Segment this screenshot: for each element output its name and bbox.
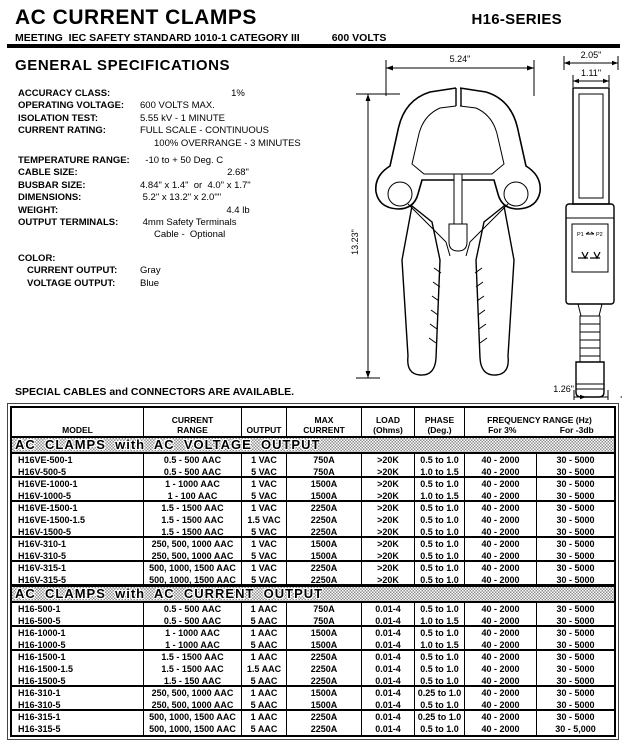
current-range-cell: 1.5 - 1500 AAC xyxy=(144,502,242,514)
model-cell: H16VE-500-1 xyxy=(12,454,144,466)
max-current-cell: 2250A xyxy=(287,514,362,526)
phase-cell: 0.5 to 1.0 xyxy=(415,663,465,675)
phase-cell: 1.0 to 1.5 xyxy=(415,490,465,500)
max-current-cell: 1500A xyxy=(287,478,362,490)
spec-row xyxy=(18,265,336,277)
spec-label xyxy=(18,138,140,150)
current-range-cell: 250, 500, 1000 AAC xyxy=(144,550,242,560)
freq-3db-cell: 30 - 5000 xyxy=(556,479,595,489)
current-range-cell: 0.5 - 500 AAC xyxy=(144,603,242,615)
freq-3pct-cell: 40 - 2000 xyxy=(465,538,537,550)
output-cell: 5 AAC xyxy=(242,615,287,625)
current-range-cell: 1 - 100 AAC xyxy=(144,490,242,500)
model-cell: H16-310-1 xyxy=(12,687,144,699)
freq-3pct-cell: 40 - 2000 xyxy=(465,723,537,735)
spec-value: Gray xyxy=(140,265,161,277)
max-current-cell: 1500A xyxy=(287,699,362,709)
load-cell: >20K xyxy=(362,490,415,500)
model-cell: H16V-1500-5 xyxy=(12,526,144,536)
load-cell: 0.01-4 xyxy=(362,699,415,709)
load-cell: 0.01-4 xyxy=(362,723,415,735)
output-cell: 5 AAC xyxy=(242,675,287,685)
spec-row-continued xyxy=(18,138,336,150)
model-cell: H16V-315-5 xyxy=(12,574,144,584)
spec-value: 2.68" xyxy=(227,167,249,179)
phase-cell: 0.5 to 1.0 xyxy=(415,699,465,709)
table-row xyxy=(12,502,614,514)
freq-3db-cell: 30 - 5000 xyxy=(556,640,595,649)
load-cell: >20K xyxy=(362,502,415,514)
freq-3pct-cell: 40 - 2000 xyxy=(465,699,537,709)
freq-3db-cell: 30 - 5000 xyxy=(556,712,595,722)
spec-row xyxy=(18,88,336,100)
spec-row xyxy=(18,125,336,137)
dim-side-inner-label: 1.11" xyxy=(580,68,602,78)
phase-cell: 0.5 to 1.0 xyxy=(415,651,465,663)
table-row xyxy=(12,478,614,490)
col-header-phase: PHASE (Deg.) xyxy=(415,408,465,436)
plate-p2-label: P2 xyxy=(596,232,603,238)
spec-value: 4mm Safety Terminals xyxy=(140,217,237,229)
phase-cell: 0.25 to 1.0 xyxy=(415,687,465,699)
table-body xyxy=(12,438,614,735)
model-cell: H16-1000-1 xyxy=(12,627,144,639)
table-row xyxy=(12,711,614,723)
output-cell: 5 VAC xyxy=(242,574,287,584)
col-header-output: OUTPUT xyxy=(242,408,287,436)
table-header-row xyxy=(12,408,614,438)
output-cell: 1 AAC xyxy=(242,627,287,639)
table-row xyxy=(12,699,614,711)
table-row xyxy=(12,627,614,639)
col-header-load: LOAD (Ohms) xyxy=(362,408,415,436)
spec-value: 4.4 lb xyxy=(226,204,250,216)
freq-3pct-cell: 40 - 2000 xyxy=(465,639,537,649)
spec-value: 100% OVERRANGE - 3 MINUTES xyxy=(154,137,301,149)
max-current-cell: 2250A xyxy=(287,675,362,685)
current-range-cell: 500, 1000, 1500 AAC xyxy=(144,574,242,584)
max-current-cell: 2250A xyxy=(287,502,362,514)
spec-label: BUSBAR SIZE: xyxy=(18,179,86,191)
output-cell: 5 AAC xyxy=(242,723,287,735)
table-row xyxy=(12,663,614,675)
freq-3pct-cell: 40 - 2000 xyxy=(465,478,537,490)
dim-side-outer-label: 2.05" xyxy=(580,50,602,60)
max-current-cell: 1500A xyxy=(287,639,362,649)
model-cell: H16-315-1 xyxy=(12,711,144,723)
load-cell: 0.01-4 xyxy=(362,627,415,639)
output-cell: 1 VAC xyxy=(242,454,287,466)
freq-3pct-cell: 40 - 2000 xyxy=(465,627,537,639)
freq-3pct-cell: 40 - 2000 xyxy=(465,574,537,584)
freq-3db-cell: 30 - 5000 xyxy=(556,491,595,500)
col-header-freq-3db: For -3db xyxy=(559,425,594,435)
spec-label: OUTPUT TERMINALS: xyxy=(18,217,119,229)
load-cell: >20K xyxy=(362,514,415,526)
max-current-cell: 750A xyxy=(287,603,362,615)
phase-cell: 0.5 to 1.0 xyxy=(415,478,465,490)
spec-row xyxy=(18,100,336,112)
max-current-cell: 2250A xyxy=(287,562,362,574)
phase-cell: 0.5 to 1.0 xyxy=(415,538,465,550)
table-row xyxy=(12,639,614,651)
phase-cell: 1.0 to 1.5 xyxy=(415,466,465,476)
output-cell: 5 VAC xyxy=(242,526,287,536)
table-row xyxy=(12,603,614,615)
spec-value: 5.55 kV - 1 MINUTE xyxy=(140,112,225,124)
table-row xyxy=(12,538,614,550)
freq-3pct-cell: 40 - 2000 xyxy=(465,502,537,514)
max-current-cell: 2250A xyxy=(287,711,362,723)
phase-cell: 0.5 to 1.0 xyxy=(415,550,465,560)
clamp-drawing-svg xyxy=(328,46,622,400)
phase-cell: 0.5 to 1.0 xyxy=(415,627,465,639)
max-current-cell: 1500A xyxy=(287,550,362,560)
model-cell: H16-315-5 xyxy=(12,723,144,735)
current-range-cell: 500, 1000, 1500 AAC xyxy=(144,711,242,723)
technical-drawing xyxy=(328,46,622,400)
model-cell: H16V-500-5 xyxy=(12,466,144,476)
table-row xyxy=(12,454,614,466)
phase-cell: 0.5 to 1.0 xyxy=(415,562,465,574)
freq-3db-cell: 30 - 5000 xyxy=(556,616,595,625)
current-range-cell: 1 - 1000 AAC xyxy=(144,478,242,490)
max-current-cell: 1500A xyxy=(287,490,362,500)
output-cell: 5 VAC xyxy=(242,490,287,500)
freq-3pct-cell: 40 - 2000 xyxy=(465,562,537,574)
spec-label: OPERATING VOLTAGE: xyxy=(18,100,125,112)
special-cables-note: SPECIAL CABLES and CONNECTORS ARE AVAILABLE. xyxy=(15,386,295,398)
load-cell: >20K xyxy=(362,478,415,490)
max-current-cell: 1500A xyxy=(287,687,362,699)
spec-row xyxy=(18,167,336,179)
output-cell: 5 AAC xyxy=(242,639,287,649)
freq-3pct-cell: 40 - 2000 xyxy=(465,514,537,526)
output-cell: 1 VAC xyxy=(242,502,287,514)
output-cell: 5 VAC xyxy=(242,466,287,476)
table-row xyxy=(12,550,614,562)
phase-cell: 0.5 to 1.0 xyxy=(415,454,465,466)
table-row xyxy=(12,651,614,663)
model-cell: H16-310-5 xyxy=(12,699,144,709)
general-specs-title: GENERAL SPECIFICATIONS xyxy=(15,57,231,74)
current-range-cell: 1 - 1000 AAC xyxy=(144,627,242,639)
spec-value xyxy=(140,253,336,265)
table-row xyxy=(12,526,614,538)
max-current-cell: 750A xyxy=(287,615,362,625)
max-current-cell: 2250A xyxy=(287,651,362,663)
table-row xyxy=(12,562,614,574)
load-cell: >20K xyxy=(362,574,415,584)
current-range-cell: 1.5 - 1500 AAC xyxy=(144,663,242,675)
model-cell: H16-500-1 xyxy=(12,603,144,615)
spec-value: 5.2" x 13.2" x 2.0"" xyxy=(140,192,222,204)
freq-3db-cell: 30 - 5000 xyxy=(556,515,595,525)
freq-3pct-cell: 40 - 2000 xyxy=(465,675,537,685)
dim-front-height-label: 13.23" xyxy=(350,229,360,255)
spec-label: WEIGHT: xyxy=(18,204,59,216)
max-current-cell: 750A xyxy=(287,454,362,466)
spec-row xyxy=(18,180,336,192)
phase-cell: 0.5 to 1.0 xyxy=(415,675,465,685)
spec-label xyxy=(18,229,140,241)
freq-3db-cell: 30 - 5000 xyxy=(556,539,595,549)
current-range-cell: 0.5 - 500 AAC xyxy=(144,454,242,466)
output-cell: 5 VAC xyxy=(242,550,287,560)
load-cell: 0.01-4 xyxy=(362,651,415,663)
current-range-cell: 250, 500, 1000 AAC xyxy=(144,699,242,709)
load-cell: 0.01-4 xyxy=(362,603,415,615)
table-row xyxy=(12,514,614,526)
freq-3pct-cell: 40 - 2000 xyxy=(465,711,537,723)
freq-3db-cell: 30 - 5000 xyxy=(556,688,595,698)
load-cell: 0.01-4 xyxy=(362,663,415,675)
table-section-header: AC CLAMPS with AC CURRENT OUTPUT xyxy=(12,586,614,603)
freq-3db-cell: 30 - 5,000 xyxy=(555,724,596,734)
model-cell: H16-1500-1.5 xyxy=(12,663,144,675)
model-cell: H16-1500-5 xyxy=(12,675,144,685)
freq-3db-cell: 30 - 5000 xyxy=(556,563,595,573)
current-range-cell: 0.5 - 500 AAC xyxy=(144,615,242,625)
freq-3db-cell: 30 - 5000 xyxy=(556,551,595,560)
spec-row xyxy=(18,253,336,265)
spec-label: CABLE SIZE: xyxy=(18,167,78,179)
spec-value: Blue xyxy=(140,277,160,289)
table-row xyxy=(12,615,614,627)
freq-3db-cell: 30 - 5000 xyxy=(556,652,595,662)
output-cell: 1 VAC xyxy=(242,538,287,550)
freq-3pct-cell: 40 - 2000 xyxy=(465,615,537,625)
spec-label: CURRENT RATING: xyxy=(18,125,106,137)
freq-3db-cell: 30 - 5000 xyxy=(556,455,595,465)
load-cell: 0.01-4 xyxy=(362,711,415,723)
freq-3pct-cell: 40 - 2000 xyxy=(465,526,537,536)
max-current-cell: 750A xyxy=(287,466,362,476)
current-range-cell: 1.5 - 150 AAC xyxy=(144,675,242,685)
output-cell: 1 VAC xyxy=(242,478,287,490)
freq-3db-cell: 30 - 5000 xyxy=(556,628,595,638)
spec-row xyxy=(18,113,336,125)
output-cell: 1.5 VAC xyxy=(242,514,287,526)
phase-cell: 1.0 to 1.5 xyxy=(415,639,465,649)
load-cell: 0.01-4 xyxy=(362,675,415,685)
model-cell: H16VE-1000-1 xyxy=(12,478,144,490)
col-header-freq-3pct: For 3% xyxy=(488,425,517,435)
current-range-cell: 1.5 - 1500 AAC xyxy=(144,514,242,526)
load-cell: >20K xyxy=(362,466,415,476)
output-cell: 1 AAC xyxy=(242,651,287,663)
load-cell: >20K xyxy=(362,454,415,466)
model-cell: H16-500-5 xyxy=(12,615,144,625)
load-cell: 0.01-4 xyxy=(362,687,415,699)
current-range-cell: 250, 500, 1000 AAC xyxy=(144,687,242,699)
model-cell: H16-1500-1 xyxy=(12,651,144,663)
table-section-header: AC CLAMPS with AC VOLTAGE OUTPUT xyxy=(12,438,614,454)
freq-3pct-cell: 40 - 2000 xyxy=(465,663,537,675)
model-cell: H16VE-1500-1.5 xyxy=(12,514,144,526)
model-cell: H16-1000-5 xyxy=(12,639,144,649)
freq-3db-cell: 30 - 5000 xyxy=(556,527,595,536)
safety-standard-text: MEETING IEC SAFETY STANDARD 1010-1 CATEGORY III xyxy=(15,32,300,44)
max-current-cell: 2250A xyxy=(287,723,362,735)
freq-3db-cell: 30 - 5000 xyxy=(556,503,595,513)
spec-row xyxy=(18,155,336,167)
output-cell: 5 AAC xyxy=(242,699,287,709)
current-range-cell: 250, 500, 1000 AAC xyxy=(144,538,242,550)
spec-label: CURRENT OUTPUT: xyxy=(27,265,118,277)
phase-cell: 1.0 to 1.5 xyxy=(415,615,465,625)
voltage-rating-text: 600 VOLTS xyxy=(331,32,387,44)
output-cell: 1 VAC xyxy=(242,562,287,574)
phase-cell: 0.5 to 1.0 xyxy=(415,574,465,584)
spec-value: -10 to + 50 Deg. C xyxy=(140,155,224,167)
max-current-cell: 2250A xyxy=(287,574,362,584)
phase-cell: 0.5 to 1.0 xyxy=(415,603,465,615)
spec-label: COLOR: xyxy=(18,252,56,264)
spec-value: FULL SCALE - CONTINUOUS xyxy=(140,125,269,137)
freq-3db-cell: 30 - 5000 xyxy=(556,676,595,685)
spec-row-continued xyxy=(18,229,336,241)
freq-3db-cell: 30 - 5000 xyxy=(556,467,595,476)
phase-cell: 0.25 to 1.0 xyxy=(415,711,465,723)
freq-3db-cell: 30 - 5000 xyxy=(556,700,595,709)
spec-table xyxy=(10,406,616,737)
output-cell: 1 AAC xyxy=(242,711,287,723)
dim-side-bottom-label: 1.26" xyxy=(553,384,574,394)
phase-cell: 0.5 to 1.0 xyxy=(415,502,465,514)
output-cell: 1 AAC xyxy=(242,603,287,615)
load-cell: >20K xyxy=(362,562,415,574)
table-row xyxy=(12,490,614,502)
spec-label: ACCURACY CLASS: xyxy=(18,88,111,99)
load-cell: 0.01-4 xyxy=(362,639,415,649)
load-cell: 0.01-4 xyxy=(362,615,415,625)
plate-p1-label: P1 xyxy=(577,232,584,238)
model-cell: H16V-315-1 xyxy=(12,562,144,574)
col-header-current-range: CURRENT RANGE xyxy=(144,408,242,436)
current-range-cell: 500, 1000, 1500 AAC xyxy=(144,562,242,574)
freq-3db-cell: 30 - 5000 xyxy=(556,664,595,674)
freq-3pct-cell: 40 - 2000 xyxy=(465,454,537,466)
max-current-cell: 2250A xyxy=(287,663,362,675)
freq-3db-cell: 30 - 5000 xyxy=(556,575,595,584)
model-cell: H16V-310-5 xyxy=(12,550,144,560)
spec-value: Cable - Optional xyxy=(154,229,226,241)
spec-label: VOLTAGE OUTPUT: xyxy=(27,277,116,289)
spec-row xyxy=(18,192,336,204)
spec-label: ISOLATION TEST: xyxy=(18,112,99,124)
spec-list xyxy=(18,88,336,290)
table-row xyxy=(12,687,614,699)
spec-row xyxy=(18,217,336,229)
col-header-max-current: MAX CURRENT xyxy=(287,408,362,436)
model-cell: H16V-310-1 xyxy=(12,538,144,550)
freq-3pct-cell: 40 - 2000 xyxy=(465,490,537,500)
load-cell: >20K xyxy=(362,538,415,550)
max-current-cell: 1500A xyxy=(287,627,362,639)
spec-label: DIMENSIONS: xyxy=(18,192,82,204)
spec-value: 1% xyxy=(231,88,245,99)
freq-3pct-cell: 40 - 2000 xyxy=(465,687,537,699)
current-range-cell: 0.5 - 500 AAC xyxy=(144,466,242,476)
spec-row xyxy=(18,205,336,217)
spec-label: TEMPERATURE RANGE: xyxy=(18,155,130,167)
phase-cell: 0.5 to 1.0 xyxy=(415,514,465,526)
spec-value: 4.84" x 1.4" or 4.0" x 1.7" xyxy=(140,179,251,191)
spec-value: 600 VOLTS MAX. xyxy=(140,100,215,112)
current-range-cell: 1.5 - 1500 AAC xyxy=(144,651,242,663)
table-row xyxy=(12,574,614,586)
current-range-cell: 1 - 1000 AAC xyxy=(144,639,242,649)
table-row xyxy=(12,723,614,735)
phase-cell: 0.5 to 1.0 xyxy=(415,526,465,536)
col-header-frequency-range: FREQUENCY RANGE (Hz) For 3% For -3db xyxy=(465,408,614,436)
freq-3pct-cell: 40 - 2000 xyxy=(465,466,537,476)
table-row xyxy=(12,675,614,687)
col-header-model: MODEL xyxy=(12,408,144,436)
spec-row xyxy=(18,278,336,290)
freq-3pct-cell: 40 - 2000 xyxy=(465,550,537,560)
model-cell: H16V-1000-5 xyxy=(12,490,144,500)
output-cell: 1.5 AAC xyxy=(242,663,287,675)
output-cell: 1 AAC xyxy=(242,687,287,699)
freq-3pct-cell: 40 - 2000 xyxy=(465,651,537,663)
max-current-cell: 2250A xyxy=(287,526,362,536)
freq-3pct-cell: 40 - 2000 xyxy=(465,603,537,615)
page-header xyxy=(15,6,610,47)
table-row xyxy=(12,466,614,478)
model-cell: H16VE-1500-1 xyxy=(12,502,144,514)
current-range-cell: 1.5 - 1500 AAC xyxy=(144,526,242,536)
page-title: AC CURRENT CLAMPS xyxy=(15,6,257,29)
dim-front-width-label: 5.24" xyxy=(449,54,471,64)
load-cell: >20K xyxy=(362,526,415,536)
freq-3db-cell: 30 - 5000 xyxy=(556,604,595,614)
max-current-cell: 1500A xyxy=(287,538,362,550)
series-label: H16-SERIES xyxy=(471,11,562,28)
phase-cell: 0.5 to 1.0 xyxy=(415,723,465,735)
load-cell: >20K xyxy=(362,550,415,560)
current-range-cell: 500, 1000, 1500 AAC xyxy=(144,723,242,735)
